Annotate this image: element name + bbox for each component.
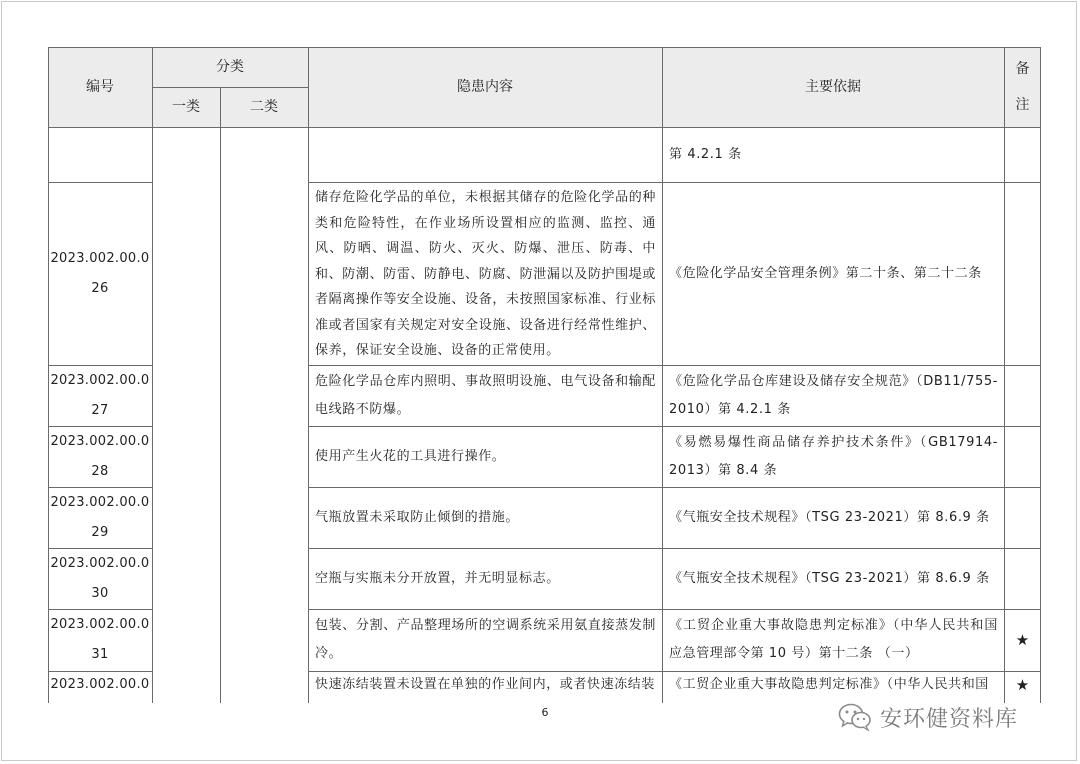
header-cat1-label: 一类: [172, 99, 200, 115]
table-row-basis: [662, 671, 1004, 703]
grid-line: [1004, 47, 1005, 703]
grid-line: [308, 426, 1041, 427]
header-cat2-label: 二类: [250, 99, 278, 115]
header-content-label: 隐患内容: [457, 79, 513, 95]
grid-line: [662, 47, 663, 703]
grid-line: [308, 365, 1041, 366]
table-row-basis: [662, 426, 1004, 487]
header-category-label: 分类: [216, 59, 244, 75]
content-text: 气瓶放置未采取防止倾倒的措施。: [315, 509, 520, 525]
grid-line: [48, 426, 152, 427]
header-cat1: [152, 87, 220, 127]
table-row-id: [48, 426, 152, 487]
basis-text: 《危险化学品安全管理条例》第二十条、第二十二条: [669, 265, 982, 281]
header-note-line1: 备: [1015, 61, 1030, 77]
basis-text: 《工贸企业重大事故隐患判定标准》（中华人民共和国: [669, 677, 989, 692]
table-row-basis: [662, 487, 1004, 548]
header-basis: [662, 47, 1004, 127]
table-row-content: [308, 365, 662, 426]
major-hazard-star-icon: [1004, 609, 1041, 671]
table-row-content: [308, 548, 662, 609]
grid-line: [220, 87, 221, 703]
grid-line: [48, 609, 152, 610]
grid-line: [308, 548, 1041, 549]
content-text: 危险化学品仓库内照明、事故照明设施、电气设备和输配电线路不防爆。: [315, 373, 656, 417]
table-row-content: [308, 609, 662, 671]
note-star: ★: [1015, 631, 1030, 649]
table-row-id: [48, 671, 152, 703]
grid-line: [308, 609, 1041, 610]
table-row-basis: [662, 609, 1004, 671]
header-id: [48, 47, 152, 127]
header-cat2: [220, 87, 308, 127]
table-row-content: [308, 182, 662, 365]
grid-line: [152, 47, 153, 703]
content-text: 空瓶与实瓶未分开放置，并无明显标志。: [315, 570, 560, 586]
header-note: [1004, 47, 1041, 127]
table-row-basis: [662, 548, 1004, 609]
id-line2: 30: [91, 585, 109, 601]
basis-text: 《气瓶安全技术规程》（TSG 23-2021）第 8.6.9 条: [669, 570, 990, 586]
grid-line: [308, 182, 1041, 183]
table-row-basis: [662, 365, 1004, 426]
id-line1: 2023.002.00.0: [50, 433, 150, 449]
id-line2: 27: [91, 402, 109, 418]
grid-line: [48, 182, 152, 183]
major-hazard-star-icon: [1004, 671, 1041, 703]
grid-line: [308, 47, 309, 703]
table-row-basis: [662, 127, 1004, 182]
id-line2: 28: [91, 463, 109, 479]
grid-line: [48, 487, 152, 488]
id-line1: 2023.002.00.0: [50, 250, 150, 266]
grid-line: [308, 671, 1041, 672]
id-line2: 31: [91, 647, 109, 662]
grid-line: [1040, 47, 1041, 703]
header-basis-label: 主要依据: [805, 79, 861, 95]
header-category: [152, 47, 308, 87]
content-text: 使用产生火花的工具进行操作。: [315, 448, 506, 464]
note-star: ★: [1015, 676, 1030, 694]
grid-line: [308, 487, 1041, 488]
basis-text: 《工贸企业重大事故隐患判定标准》（中华人民共和国应急管理部令第 10 号）第十二条 （一）: [669, 618, 998, 661]
table-row-id: [48, 487, 152, 548]
grid-line: [48, 671, 152, 672]
header-id-label: 编号: [86, 79, 114, 95]
hazard-table: [48, 47, 1041, 703]
table-row-basis: [662, 182, 1004, 365]
id-line1: 2023.002.00.0: [50, 555, 150, 571]
content-text: 包装、分割、产品整理场所的空调系统采用氨直接蒸发制冷。: [315, 618, 656, 661]
id-line2: 26: [91, 280, 109, 296]
basis-text: 《气瓶安全技术规程》（TSG 23-2021）第 8.6.9 条: [669, 509, 990, 525]
header-content: [308, 47, 662, 127]
watermark-text: 安环健资料库: [880, 706, 1019, 732]
wechat-icon: [838, 702, 872, 732]
grid-line: [48, 47, 49, 703]
id-line1: 2023.002.00.0: [50, 677, 150, 692]
id-line1: 2023.002.00.0: [50, 494, 150, 510]
header-note-line2: 注: [1015, 97, 1030, 113]
grid-line: [152, 87, 308, 88]
grid-line: [48, 548, 152, 549]
table-row-id: [48, 365, 152, 426]
table-row-id: [48, 182, 152, 365]
basis-text: 第 4.2.1 条: [669, 146, 742, 162]
watermark: [838, 700, 1018, 734]
table-row-id: [48, 609, 152, 671]
table-row-id: [48, 548, 152, 609]
grid-line: [48, 47, 1041, 48]
id-line1: 2023.002.00.0: [50, 372, 150, 388]
table-row-content: [308, 426, 662, 487]
content-text: 储存危险化学品的单位，未根据其储存的危险化学品的种类和危险特性，在作业场所设置相应的监测、监控、通风、防晒、调温、防火、灭火、防爆、泄压、防毒、中和、防潮、防雷、防静电、防腐、防泄漏以及防护围堤或者隔离操作等安全设施、设备，未按照国家标准、行业标准或者国家有关规定对安全设施、设备进行经常性维护、保养，保证安全设施、设备的正常使用。: [315, 190, 656, 358]
basis-text: 《危险化学品仓库建设及储存安全规范》（DB11/755-2010）第 4.2.1 条: [669, 373, 998, 417]
grid-line: [48, 127, 1041, 128]
id-line2: 29: [91, 524, 109, 540]
content-text: 快速冻结装置未设置在单独的作业间内，或者快速冻结装: [315, 677, 656, 692]
table-row-content: [308, 671, 662, 703]
table-row-content: [308, 487, 662, 548]
id-line1: 2023.002.00.0: [50, 617, 150, 632]
grid-line: [48, 365, 152, 366]
basis-text: 《易燃易爆性商品储存养护技术条件》（GB17914-2013）第 8.4 条: [669, 434, 998, 478]
page-number: 6: [541, 706, 549, 719]
